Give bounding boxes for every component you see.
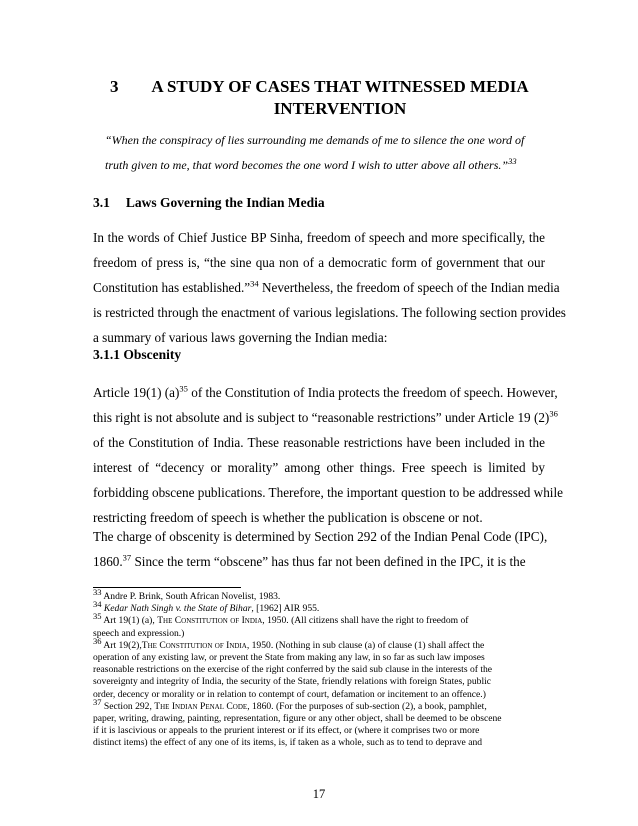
text-line: freedom of press is, “the sine qua non of a democratic form of government that our [93, 255, 545, 270]
chapter-title-line2: INTERVENTION [273, 99, 407, 118]
footnote-35: $^{35}$ Art 19(1) (a), The Constitution of India, 1950. (All citizens shall have the right to freedom of [93, 611, 469, 627]
text-line: The charge of obscenity is determined by Section 292 of the Indian Penal Code (IPC), [93, 529, 548, 544]
chapter-title-line1: A STUDY OF CASES THAT WITNESSED MEDIA [151, 77, 529, 96]
footnote-ref-35: 35 [179, 383, 188, 394]
footnote-37-cont: distinct items) the effect of any one of its items, is, if taken as a whole, such as to tend to deprave and [93, 737, 483, 749]
footnote-ref-36: 36 [549, 408, 558, 419]
footnote-37-cont: paper, writing, drawing, painting, representation, figure or any other object, shall be deemed to be obscene [93, 713, 502, 725]
footnote-ref-37: 37 [122, 552, 132, 563]
text-line: a summary of various laws governing the Indian media: [93, 330, 388, 345]
paragraph-charge [93, 524, 548, 574]
text-line: this right is not absolute and is subject to “reasonable restrictions” under Article 19 $(2)^{36}$ [93, 408, 558, 425]
footnote-33: $^{33}$ Andre P. Brink, South African Novelist, 1983. [93, 586, 281, 602]
footnote-37: $^{37}$ Section 292, The Indian Penal Code, 1860. (For the purposes of sub-section (2), a book, pamphlet, [93, 696, 487, 712]
section-number: 3.1 [93, 195, 110, 210]
text-line: restricting freedom of speech is whether the publication is obscene or not. [93, 510, 483, 525]
footnote-37-cont: if it is lascivious or appeals to the prurient interest or if its effect, or (where it comprises two or more [93, 725, 480, 737]
footnote-35-cont: speech and expression.) [93, 627, 185, 639]
paragraph-obscenity [93, 380, 563, 530]
footnote-36-cont: order, decency or morality or in relation to contempt of court, defamation or incitement to an offence.) [93, 688, 486, 700]
footnote-36-cont: reasonable restrictions on the exercise of the right conferred by the said sub clause in the interests of the [93, 664, 493, 676]
text-line: forbidding obscene publications. Therefore, the important question to be addressed while [93, 485, 563, 500]
text-line: of the Constitution of India. These reasonable restrictions have been included in the [93, 435, 545, 450]
section-heading-3-1 [93, 195, 325, 211]
footnote-ref-34: 34 [250, 278, 259, 289]
text-line: In the words of Chief Justice BP Sinha, freedom of speech and more specifically, the [93, 230, 545, 245]
paragraph-laws [93, 225, 566, 350]
page-number: 17 [312, 787, 326, 801]
text-line: 1860.37 Since the term “obscene” has thus far not been defined in the IPC, it is the [93, 552, 526, 569]
footnote-separator [93, 587, 241, 588]
epigraph-quote [105, 128, 545, 178]
chapter-number: 3 [110, 77, 119, 96]
footnote-36-cont: sovereignty and integrity of India, the security of the State, friendly relations with foreign States, public [93, 676, 492, 688]
section-title: Laws Governing the Indian Media [125, 195, 325, 210]
footnote-36-cont: operation of any existing law, or prevent the State from making any law, in so far as such law imposes [93, 652, 485, 664]
text-line: Constitution has established.”$^{34}$ Nevertheless, the freedom of speech of the Indian media [93, 278, 560, 295]
epigraph-line1: “When the conspiracy of lies surrounding me demands of me to silence the one word of [105, 133, 525, 147]
footnotes [93, 586, 545, 750]
text-line: is restricted through the enactment of various legislations. The following section provides [93, 305, 566, 320]
subsection-heading-obscenity: 3.1.1 Obscenity [93, 347, 182, 362]
epigraph-line2: truth given to me, that word becomes the one word I wish to utter above all others.”$^{33}$ [105, 156, 517, 172]
footnote-34: $^{34}$ Kedar Nath Singh v. the State of Bihar, [1962] AIR 955. [93, 599, 320, 615]
chapter-title [150, 76, 530, 120]
footnote-ref-33: 33 [508, 156, 517, 166]
footnote-36: $^{36}$ Art 19(2),The Constitution of India, 1950. (Nothing in sub clause (a) of clause (1) shall affect the [93, 635, 485, 651]
text-line: interest of “decency or morality” among other things. Free speech is limited by [93, 460, 545, 475]
text-line: Article 19(1) $(a)^{35}$ of the Constitution of India protects the freedom of speech. However, [93, 383, 558, 400]
